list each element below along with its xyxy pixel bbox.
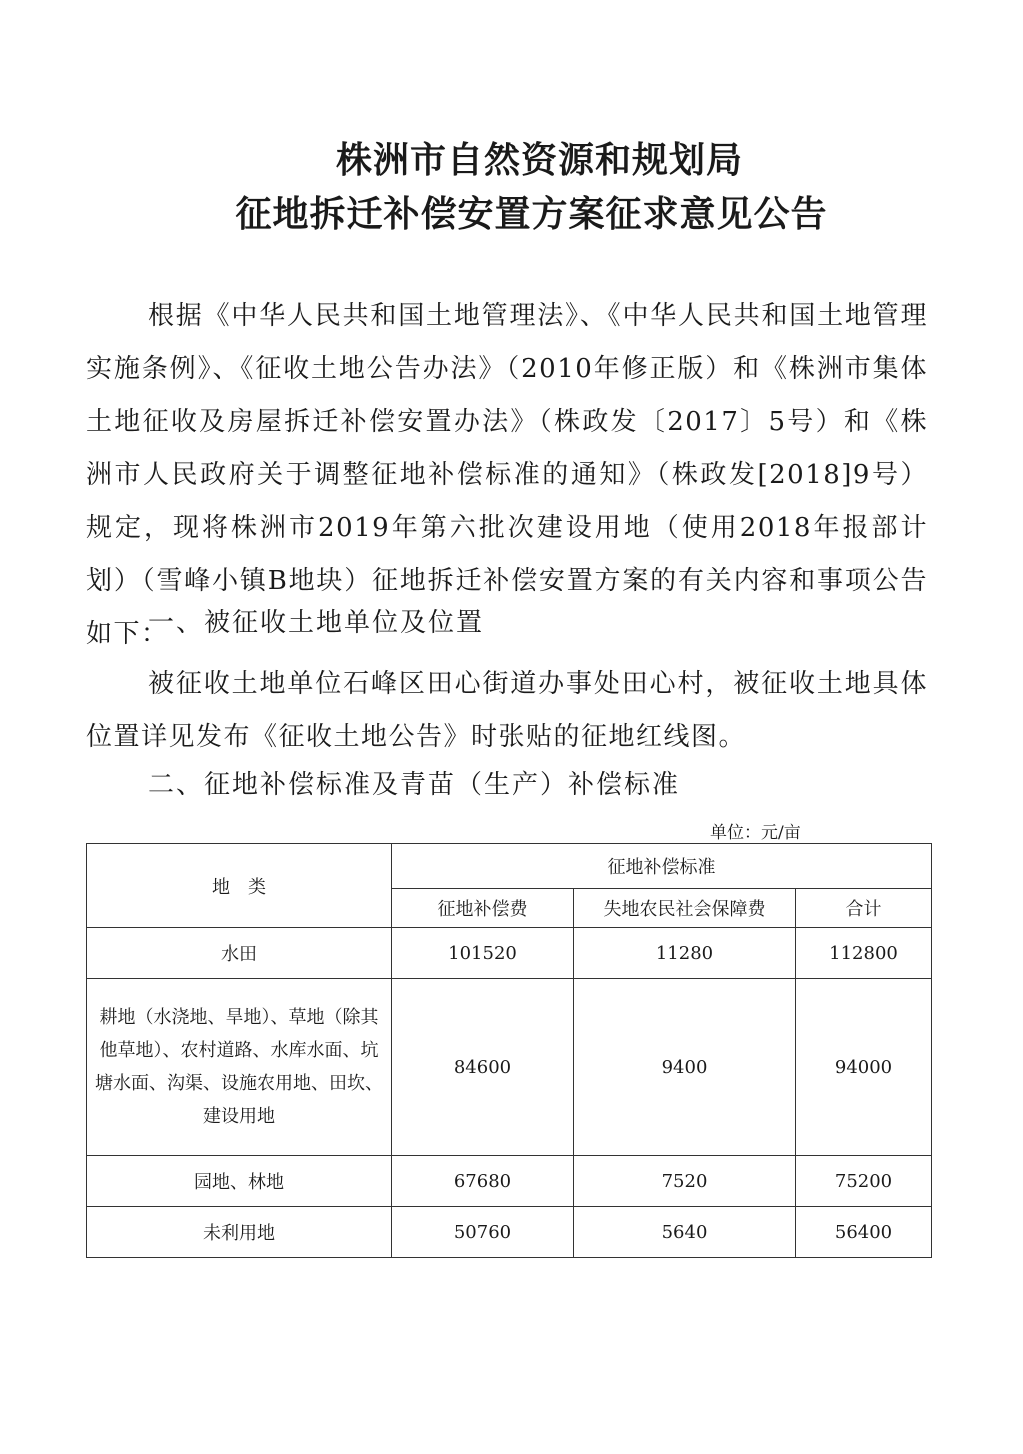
intro-paragraph: 根据《中华人民共和国土地管理法》、《中华人民共和国土地管理实施条例》、《征收土地公告办法》（2010年修正版）和《株洲市集体土地征收及房屋拆迁补偿安置办法》（株政发〔2017〕5号）和《株洲市人民政府关于调整征地补偿标准的通知》（株政发[2018]9号）规定，现将株洲市2019年第六批次建设用地（使用2018年报部计划）（雪峰小镇B地块）征地拆迁补偿安置方案的有关内容和事项公告如下：	[86, 301, 928, 649]
cell-social: 9400	[574, 979, 796, 1156]
document-title-line2: 征地拆迁补偿安置方案征求意见公告	[235, 194, 828, 235]
cell-fee: 101520	[392, 928, 574, 979]
cell-fee: 84600	[392, 979, 574, 1156]
section1-paragraph: 被征收土地单位石峰区田心街道办事处田心村，被征收土地具体位置详见发布《征收土地公告》时张贴的征地红线图。	[86, 669, 928, 752]
document-title-line1: 株洲市自然资源和规划局	[335, 140, 743, 181]
header-compensation-standard: 征地补偿标准	[392, 844, 932, 889]
cell-social: 7520	[574, 1156, 796, 1207]
cell-total: 75200	[796, 1156, 932, 1207]
header-total: 合计	[796, 889, 932, 928]
header-landtype: 地 类	[87, 844, 392, 928]
table-row	[87, 1207, 932, 1258]
table-row	[87, 979, 932, 1156]
cell-landtype: 园地、林地	[87, 1156, 392, 1207]
section2-heading: 二、征地补偿标准及青苗（生产）补偿标准	[148, 770, 681, 800]
table-unit-label: 单位：元/亩	[710, 823, 801, 843]
compensation-table	[86, 843, 932, 1258]
cell-fee: 67680	[392, 1156, 574, 1207]
section1-heading: 一、被征收土地单位及位置	[148, 608, 485, 638]
cell-total: 56400	[796, 1207, 932, 1258]
cell-fee: 50760	[392, 1207, 574, 1258]
header-social-security-fee: 失地农民社会保障费	[574, 889, 796, 928]
cell-landtype: 水田	[87, 928, 392, 979]
cell-social: 11280	[574, 928, 796, 979]
cell-landtype: 耕地（水浇地、旱地）、草地（除其他草地）、农村道路、水库水面、坑塘水面、沟渠、设施农用地、田坎、建设用地	[87, 979, 392, 1156]
header-compensation-fee: 征地补偿费	[392, 889, 574, 928]
cell-social: 5640	[574, 1207, 796, 1258]
cell-total: 112800	[796, 928, 932, 979]
table-row	[87, 1156, 932, 1207]
table-row	[87, 928, 932, 979]
cell-landtype: 未利用地	[87, 1207, 392, 1258]
table-header-row	[87, 844, 932, 889]
cell-total: 94000	[796, 979, 932, 1156]
